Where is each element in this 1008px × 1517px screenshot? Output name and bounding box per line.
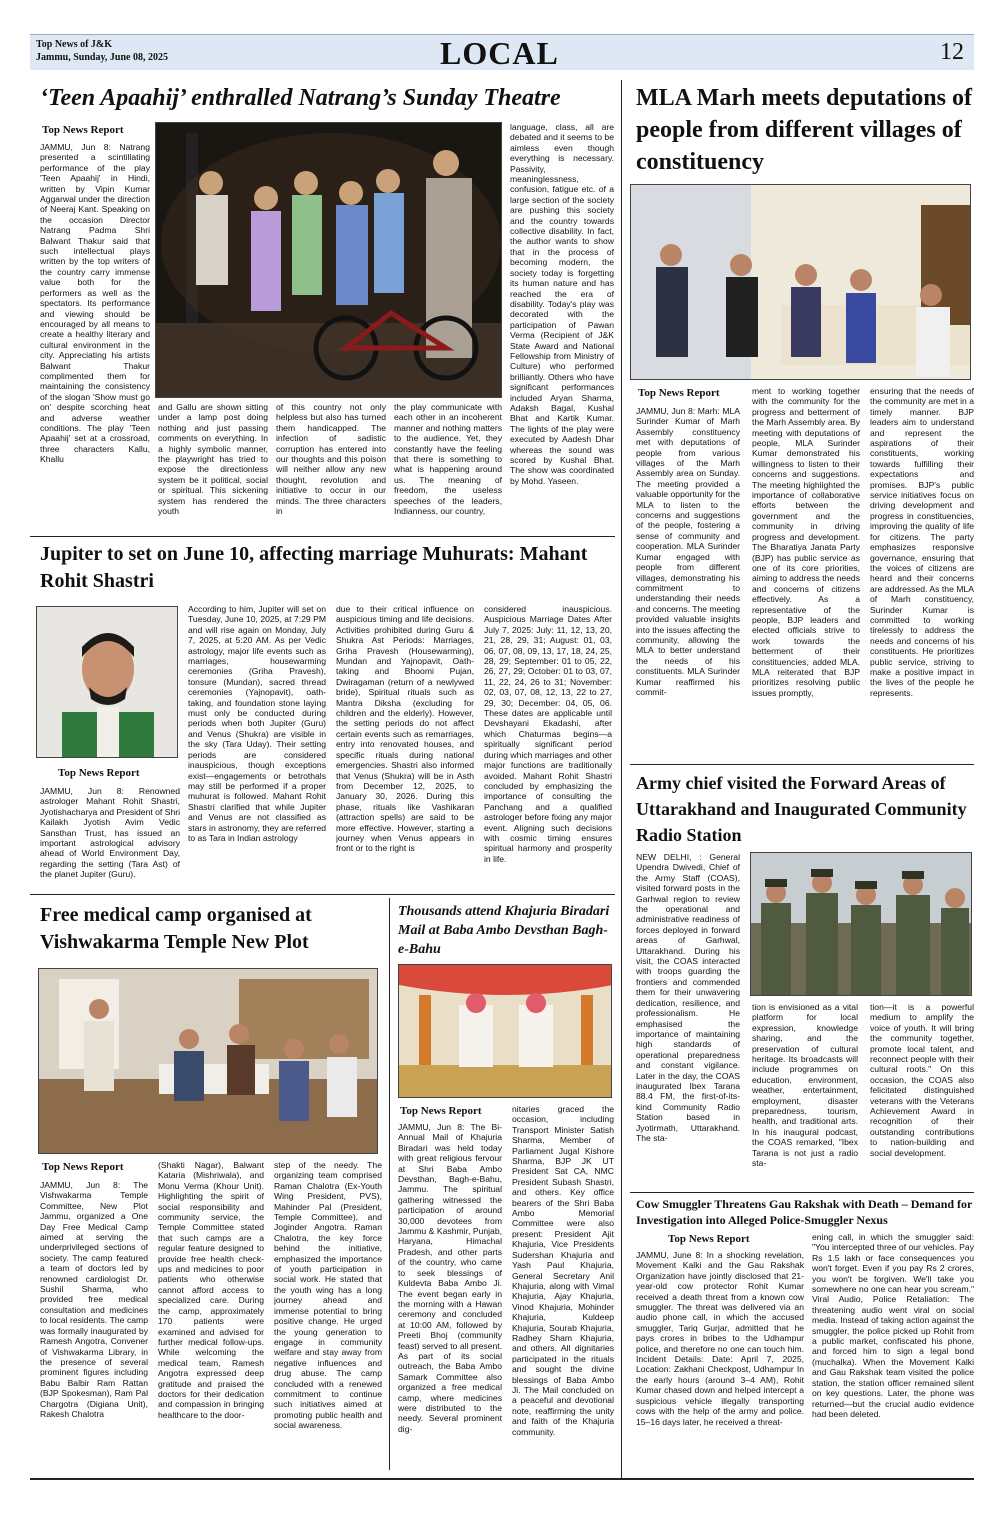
article-text: ening call, in which the smuggler said: "You intercepted three of our vehicles. Pay Rs 1.5 lakh or face consequences you won't forget. Even if you pay Rs 2 crores, you won't be forgiven. We'll take you somewhere no one can hear you scream." Viral Audio, Police Retaliation: The threatening audio went viral on social media. Instead of taking action against the smuggler, the police picked up Rohit from a public market, confiscated his phone, and forced him to sign a legal bond (muchalka). When the Movement Kalki and Gau Rakshak team visited the police station, the station officer remained silent on key questions. Later, the phone was returned—but the crucial audio evidence had been deleted. xyxy=(812,1232,974,1419)
byline: Top News Report xyxy=(42,1161,124,1173)
byline: Top News Report xyxy=(42,124,124,136)
article-headline: Jupiter to set on June 10, affecting marriage Muhurats: Mahant Rohit Shastri xyxy=(40,543,588,592)
byline: Top News Report xyxy=(400,1105,482,1117)
column-divider xyxy=(389,898,390,1470)
army-visit-image xyxy=(751,853,972,996)
article-text: due to their critical influence on auspicious timing and life decisions. Activities prohibited during Guru & Shukra Ast Periods: Marriages, Griha Pravesh (Housewarming), Mundan and Yajnopavit, Oath-taking and Bhoomi Pujan, Dwiragaman (return of a newlywed bride), Spiritual rituals such as Mantra Diksha (excluding for children and the elderly). However, the setting periods do not affect certain events such as remarriages, entry into renovated houses, and specific rituals during national emergencies. Shastri also informed that Venus (Shukra) will be in Asth from December 12, 2025, to January 30, 2026. During this phase, rituals like Vashikaran (attraction spells) are said to be more effective. However, starting a journey when Venus appears in front or to the right is xyxy=(336,604,474,854)
article-text: the play communicate with each other in an incoherent manner and nothing matters to the audience. Yet, they constantly have the feeling that there is something to what is happening around us. The meaning of freedom, the useless speeches of the leaders, Indianness, our country, xyxy=(394,402,502,517)
shrine-photo xyxy=(398,964,612,1098)
article-text: JAMMU, Jun 8: Renowned astrologer Mahant Rohit Shastri, Jyotishacharya and President of Shri Kailakh Jyotish Avim Vedic Sansthan Trust, has issued an important astrological advisory ahead of World Environment Day, regarding the setting (Tara Ast) of the planet Jupiter (Guru). xyxy=(40,786,180,880)
section-rule xyxy=(30,536,615,537)
column-divider xyxy=(621,80,622,1480)
article-text: JAMMU, Jun 8: Marh: MLA Surinder Kumar of Marh Assembly constituency met with deputations of people from various villages of the Marh Assembly area on Sunday. The meeting provided a valuable opportunity for the MLA to listen to the concerns and suggestions of the people, fostering a sense of community and cooperation. MLA Surinder Kumar engaged with people from different villages, demonstrating his commitment to understanding their needs and concerns. The meeting provided valuable insights into the issues affecting the community, allowing the MLA to better understand the needs of his constituents. MLA Surinder Kumar reaffirmed his commit- xyxy=(636,406,740,697)
theatre-stage-image xyxy=(156,123,502,398)
article-headline: ‘Teen Apaahij’ enthralled Natrang’s Sunday Theatre xyxy=(40,85,561,111)
byline: Top News Report xyxy=(638,387,720,399)
section-title: LOCAL xyxy=(440,35,559,71)
page-number: 12 xyxy=(940,39,964,65)
article-text: JAMMU, June 8: In a shocking revelation, Movement Kalki and the Gau Rakshak Organization have jointly disclosed that 21-year-old cow protector Rohit Kumar received a death threat from a known cow smuggler. The threat was delivered via an audio phone call, in which the accused smuggler, Tariq Gurjar, admitted that he pays crores in bribes to the Udhampur police, and therefore no one can touch him. Incident Details: Date: April 7, 2025, Location: Zakhani Checkpost, Udhampur In the early hours (around 3–4 AM), Rohit Kumar chased down and helped intercept a suspicious vehicle illegally transporting cows with the help of the army and police. 15–16 days later, he received a threat- xyxy=(636,1250,804,1427)
paper-name: Top News of J&K xyxy=(36,39,113,50)
section-rule xyxy=(630,1192,974,1193)
article-headline: Free medical camp organised at Vishwakarma Temple New Plot xyxy=(40,904,312,953)
masthead-left xyxy=(36,38,168,64)
article-headline: Cow Smuggler Threatens Gau Rakshak with Death – Demand for Investigation into Alleged Police-Smuggler Nexus xyxy=(636,1197,973,1227)
article-text: of this country not only helpless but also has turned them handicapped. The infection of sadistic corruption has entered into our thoughts and this poison will neither allow any new thought, revolution and initiative to occur in our minds. The three characters in xyxy=(276,402,386,517)
article-text: tion—it is a powerful medium to amplify the voice of youth. It will bring the community together, promote local talent, and reconnect people with their cultural roots." On this occasion, the COAS also felicitated distinguished veterans with the Veterans Achievement Award in recognition of their outstanding contributions to nation-building and social development. xyxy=(870,1002,974,1158)
medical-camp-photo xyxy=(38,968,378,1154)
medical-camp-image xyxy=(39,969,378,1154)
article-text: (Shakti Nagar), Balwant Kataria (Mishriwala), and Monu Verma (Khour Unit). Highlighting the spirit of social responsibility and community service, the Temple Committee stated that such camps are a regular feature designed to provide free health check-ups and medicines to poor patients who otherwise cannot afford access to specialized care. During the camp, approximately 170 patients were examined and advised for further medical follow-ups. While welcoming the medical team, Ramesh Angotra expressed deep gratitude and praised the doctors for their dedication and compassion in bringing healthcare to the door- xyxy=(158,1160,264,1420)
article-text: nitaries graced the occasion, including Transport Minister Satish Sharma, Member of Parliament Jugal Kishore Sharma, BJP JK UT President Sat CA, NMC President Subash Shastri, and others. Key office bearers of the Shri Baba Ambo Memorial Committee were also present: President Ajit Khajuria, Vice Presidents Sudershan Khajuria and Yash Paul Khajuria, General Secretary Anil Khajuria, along with Vimal Khajuria, Ajay Khajuria, Vinod Khajuria, Mohinder Khajuria, Kuldeep Khajuria, Sourab Khajuria, Radhey Sham Khajuria, and others. All dignitaries participated in the rituals and sought the divine blessings of Baba Ambo Ji. The Mail concluded on a peaceful and devotional note, reaffirming the unity and faith of the Khajuria community. xyxy=(512,1104,614,1437)
article-text: JAMMU, Jun 8: Natrang presented a scintillating performance of the play 'Teen Apaahij' in Hindi, written by Vipin Kumar Aggarwal under the direction of Neeraj Kant. Speaking on the occasion Director Natrang Padma Shri Balwant Thakur said that such intellectual plays written by the top writers of the country carry immense value both for the performers as well as the spectators. Its performance and viewing should be encouraged by all means to create a healthy literary and cultural environment in the city. Appreciating his artists Balwant Thakur complimented them for maintaining the consistency of the slogan 'Show must go on' despite scorching heat and adverse weather conditions. The play 'Teen Apaahij' set at a crossroad, three characters Kallu, Khallu xyxy=(40,142,150,465)
article-text: language, class, all are debated and it seems to be aimless even though everything is necessary. Passivity, meaninglessness, confusion, fatigue etc. of a large section of the society are pushing this society and the country towards collective disability. In fact, the author wants to show that in the process of becoming modern, the society today is forgetting its human nature and has reached the era of disability. Today's play was decorated with the participation of Pawan Verma (Recipient of J&K State Award and National Fellowship from Ministry of Culture) who performed brilliantly. Others who have significant performances included Aryan Sharma, Adaksh Bagal, Kushal Bhat and Kartik Kumar. The lights of the play were executed by Aadesh Dhar whereas the sound was scored by Kushal Bhat. The show was coordinated by Mohd. Yaseen. xyxy=(510,122,614,486)
article-text: JAMMU, Jun 8: The Vishwakarma Temple Committee, New Plot Jammu, organized a One Day Free Medical Camp aimed at serving the underprivileged sections of society. The camp featured a team of doctors led by renowned cardiologist Dr. Sushil Sharma, who provided free medical consultation and medicines to local residents. The camp was formally inaugurated by Ramesh Angotra, Convener of Vishwakarma Library, in the presence of several prominent figures including Babu Balbir Ram Rattan (BJP Spokesman), Ram Pal Chargotra (Digiana Unit), Rakesh Chalotra xyxy=(40,1180,148,1419)
army-chief-photo xyxy=(750,852,972,996)
byline: Top News Report xyxy=(668,1233,750,1245)
article-headline: MLA Marh meets deputations of people from different villages of constituency xyxy=(636,85,972,175)
issue-date: Jammu, Sunday, June 08, 2025 xyxy=(36,52,168,63)
section-rule xyxy=(630,764,974,765)
shrine-image xyxy=(399,965,612,1098)
article-text: step of the needy. The organizing team comprised Raman Chalotra (Ex-Youth Wing President, PVS), Mahinder Pal (President, Temple Committee), and Joginder Angotra. Raman Chalotra, the key force behind the initiative, emphasized the importance of youth participation in social work. He stated that the youth wing has a long journey ahead and immense potential to bring positive change. He urged the young generation to engage in community welfare and stay away from negative influences and drug abuse. The camp concluded with a renewed commitment to continue such initiatives aimed at promoting public health and social awareness. xyxy=(274,1160,382,1431)
article-text: JAMMU, Jun 8: The Bi-Annual Mail of Khajuria Biradari was held today with great religious fervour at Shri Baba Ambo Devsthan, Bagh-e-Bahu, Jammu. The spiritual gathering witnessed the participation of around 30,000 devotees from Jammu & Kashmir, Punjab, Haryana, Himachal Pradesh, and other parts of the country, who came to seek blessings of Kuldevta Baba Ambo Ji. The event began early in the morning with a Hawan ceremony and concluded at 10:00 AM, followed by Preeti Bhoj (community feast) served to all present. As part of its social outreach, the Baba Ambo Samark Committee also organized a free medical camp, where medicines were distributed to the needy. Several prominent dig- xyxy=(398,1122,502,1434)
article-text: and Gallu are shown sitting under a lamp post doing nothing and just passing comments on everything. In a highly symbolic manner, the playwright has tried to expose the directionless system be it political, social or spiritual. This sickening system has rendered the youth xyxy=(158,402,268,517)
mla-meeting-photo xyxy=(630,184,971,380)
section-rule xyxy=(30,894,615,895)
article-text: ensuring that the needs of the community are met in a timely manner. BJP leaders aim to understand and represent the aspirations of their constituents, working towards fulfilling their expectations and promises. BJP's public service initiatives focus on driving development and progress in constituencies, improving the quality of life for citizens. The party emphasizes responsive governance, ensuring that the voices of citizens are heard and their concerns are addressed. As the MLA of Marh constituency, Surinder Kumar is committed to working tirelessly to address the needs and concerns of his constituents. He prioritizes public service, striving to make a positive impact in the lives of the people he represents. xyxy=(870,386,974,698)
article-text: According to him, Jupiter will set on Tuesday, June 10, 2025, at 7:29 PM and will rise again on Monday, July 7, 2025, at 5:20 AM. As per Vedic astrology, major life events such as marriages, housewarming ceremonies (Griha Pravesh), tonsure (Mundan), sacred thread ceremonies (Yajnopavit), oath-taking, and foundation stone laying must only be conducted during periods when both Jupiter (Guru) and Venus (Shukra) are visible in the sky (Tara Uday). Their setting periods are considered inauspicious, though exceptions exist—engagements or betrothals may still be performed if a proper muhurat is followed. Mahant Rohit Shastri clarified that while Jupiter and Venus are not classified as stars in astronomy, they are referred to as Tara in Indian astrology xyxy=(188,604,326,843)
article-text: ment to working together with the community for the progress and betterment of the Marh Assembly area. By meeting with deputations of people, MLA Surinder Kumar demonstrated his willingness to listen to their concerns and suggestions. The meeting highlighted the importance of collaborative efforts between the government and the community in driving progress and development. The Bharatiya Janata Party (BJP) has public service as one of its core priorities, aiming to address the needs and concerns of citizens effectively. As a representative of the people, BJP leaders and elected officials strive to work towards the betterment of their constituencies, added MLA. MLA reiterated that BJP prioritizes resolving public issues promptly, xyxy=(752,386,860,698)
byline: Top News Report xyxy=(58,767,140,779)
article-text: NEW DELHI, : General Upendra Dwivedi, Chief of the Army Staff (COAS), visited forward posts in the Garhwal region to review the operational and administrative readiness of forces deployed in forward areas of Garhwal, Uttarakhand. During his visit, the COAS interacted with troops guarding the frontiers and commended them for their unwavering dedication, resilience, and professionalism. He emphasised the importance of maintaining high standards of operational preparedness and constant vigilance. Later in the day, the COAS inaugurated Ibex Tarana 88.4 FM, the first-of-its-kind Community Radio Station based in Jyotirmath, Uttarakhand. The sta- xyxy=(636,852,740,1143)
page-bottom-rule xyxy=(30,1478,974,1480)
theatre-photo xyxy=(155,122,502,398)
article-text: tion is envisioned as a vital platform for local expression, knowledge sharing, and the preservation of cultural heritage. Its broadcasts will include programmes on education, environment, weather, entertainment, employment, disaster preparedness, tourism, health, and traditional arts. In his inaugural podcast, the COAS remarked, "Ibex Tarana is not just a radio sta- xyxy=(752,1002,858,1169)
astrologer-photo xyxy=(36,606,178,758)
article-headline: Thousands attend Khajuria Biradari Mail at Baba Ambo Devsthan Bagh-e-Bahu xyxy=(398,904,610,957)
portrait-image xyxy=(37,607,178,758)
article-headline: Army chief visited the Forward Areas of Uttarakhand and Inaugurated Community Radio Station xyxy=(636,773,967,845)
article-text: considered inauspicious. Auspicious Marriage Dates After July 7, 2025: July: 11, 12, 13, 20, 21, 28, 29, 31; August: 01, 03, 06, 07, 08, 09, 13, 17, 18, 24, 25, 28, 29; September: 01 to 05, 22, 26, 27, 29; October: 01 to 03, 07, 11, 22, 24, 26 to 31; November: 02, 03, 07, 08, 12, 13, 22 to 27, 29, 30; December: 04, 05, 06. These dates are applicable until Devshayani Ekadashi, after which Chaturmas begins—a spiritually significant period during which marriages and other major functions are traditionally avoided. Mahant Rohit Shastri concluded by emphasizing the importance of consulting the Panchang and a qualified astrologer before fixing any major event. Aligning such decisions with cosmic timing ensures spiritual harmony and prosperity in life. xyxy=(484,604,612,864)
meeting-image xyxy=(631,185,971,380)
